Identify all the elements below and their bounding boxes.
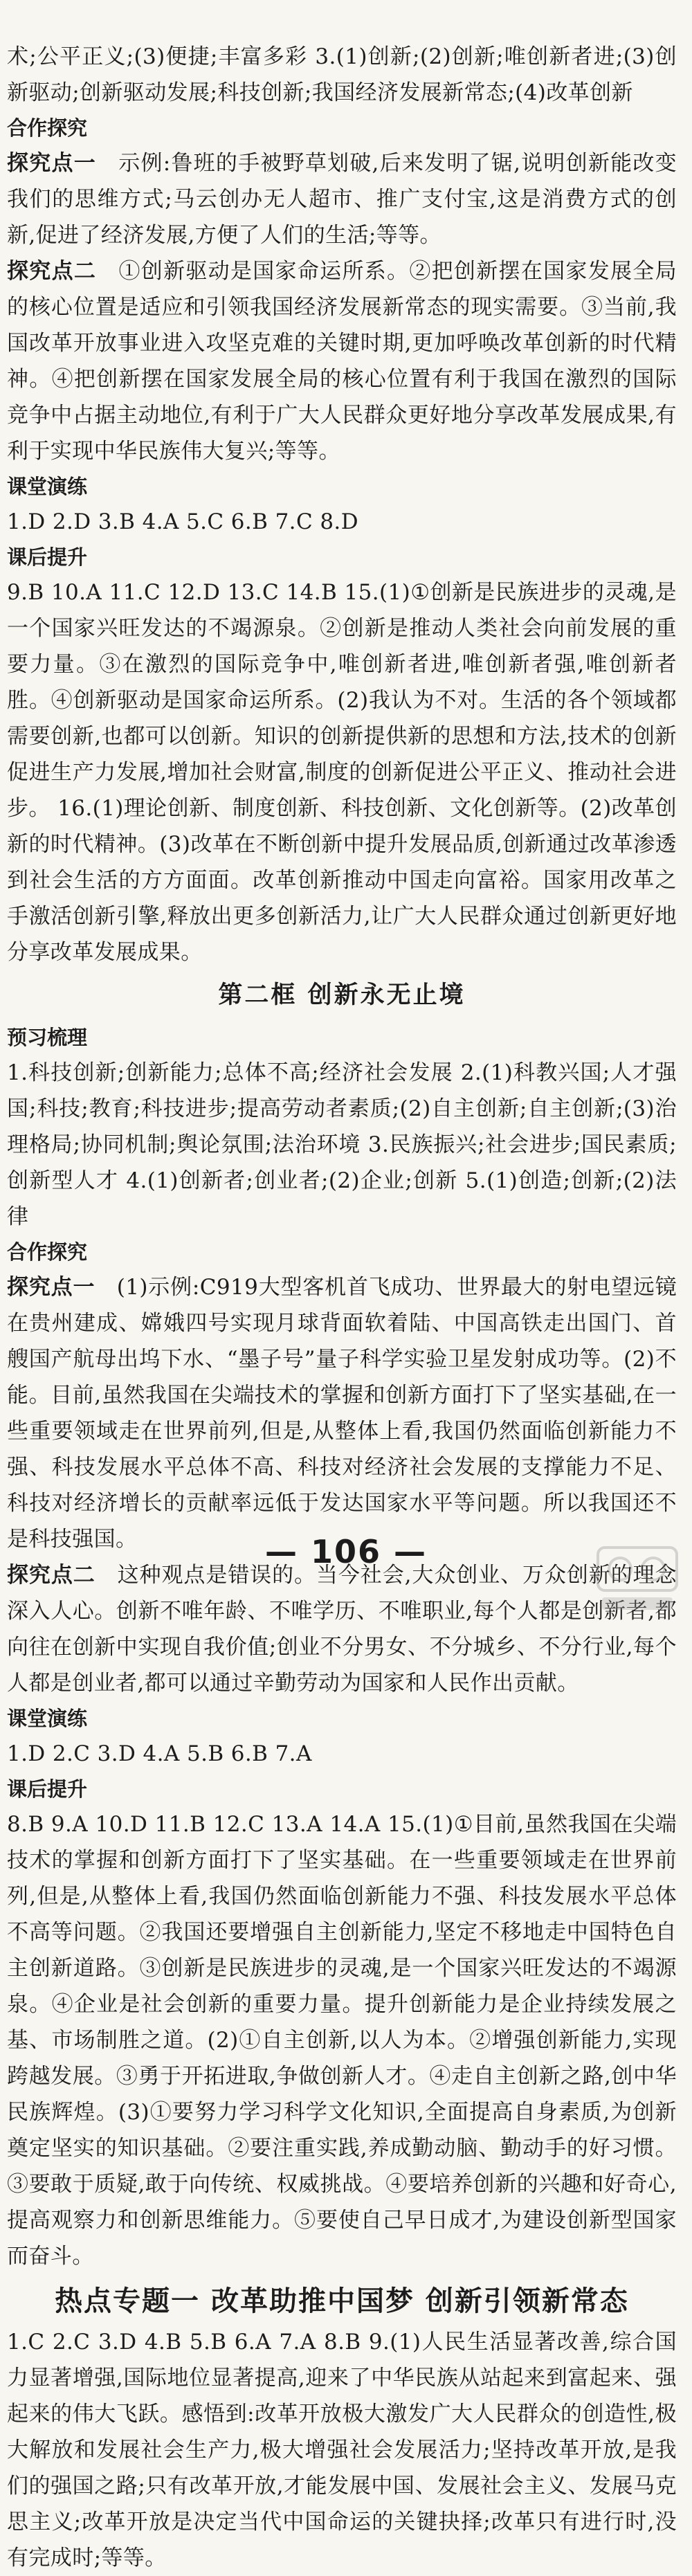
answer-text: 8.B 9.A 10.D 11.B 12.C 13.A 14.A 15.(1)①目前,虽然我国在尖端技术的掌握和创新方面打下了坚实基础。在一些重要领域走在世界前列,但是,从整体上看,我国仍然面临创新能力不强、科技发展水平总体不高等问题。②我国还要增强自主创新能力,坚定不移地走中国特色自主创新道路。③创新是民族进步的灵魂,是一个国家兴旺发达的不竭源泉。④企业是社会创新的重要力量。提升创新能力是企业持续发展之基、市场制胜之道。(2)①自主创新,以人为本。②增强创新能力,实现跨越发展。③勇于开拓进取,争做创新人才。④走自主创新之路,创中华民族辉煌。(3)①要努力学习科学文化知识,全面提高自身素质,为创新奠定坚实的知识基础。②要注重实践,养成勤动脑、勤动手的好习惯。③要敢于质疑,敢于向传统、权威挑战。④要培养创新的兴趣和好奇心,提高观察力和创新思维能力。⑤要使自己早日成才,为建设创新型国家而奋斗。 xyxy=(7,1812,677,2269)
topic-title: 热点专题一 改革助推中国梦 创新引领新常态 xyxy=(55,2285,629,2317)
page-number: — 106 — xyxy=(264,1533,428,1570)
point-label: 探究点一 xyxy=(7,1275,95,1300)
site-logo-stamp-icon xyxy=(592,1541,682,1617)
exploration-point xyxy=(7,145,677,253)
section-heading: 合作探究 xyxy=(7,1240,88,1264)
point-text: ①创新驱动是国家命运所系。②把创新摆在国家发展全局的核心位置是适应和引领我国经济发展新常态的现实需要。③当前,我国改革开放事业进入攻坚克难的关键时期,更加呼唤改革创新的时代精神。④把创新摆在国家发展全局的核心位置有利于我国在激烈的国际竞争中占据主动地位,有利于广大人民群众更好地分享改革发展成果,有利于实现中华民族伟大复兴;等等。 xyxy=(7,259,677,464)
exploration-point xyxy=(7,1557,677,1701)
point-label: 探究点一 xyxy=(7,151,96,176)
lesson-title: 第二框 创新永无止境 xyxy=(218,981,466,1009)
answer-text: 术;公平正义;(3)便捷;丰富多彩 3.(1)创新;(2)创新;唯创新者进;(3)创新驱动;创新驱动发展;科技创新;我国经济发展新常态;(4)改革创新 xyxy=(7,44,677,105)
point-label: 探究点二 xyxy=(7,1563,95,1588)
answer-text: 1.科技创新;创新能力;总体不高;经济社会发展 2.(1)科教兴国;人才强国;科技;教育;科技进步;提高劳动者素质;(2)自主创新;自主创新;(3)治理格局;协同机制;舆论氛围;法治环境 3.民族振兴;社会进步;国民素质;创新型人才 4.(1)创新者;创业者;(2)企业;创新 5.(1)创造;创新;(2)法律 xyxy=(7,1060,677,1229)
section-heading: 课堂演练 xyxy=(7,1707,88,1730)
point-label: 探究点二 xyxy=(7,259,97,284)
answer-text: 1.C 2.C 3.D 4.B 5.B 6.A 7.A 8.B 9.(1)人民生活显著改善,综合国力显著增强,国际地位显著提高,迎来了中华民族从站起来到富起来、强起来的伟大飞跃。感悟到:改革开放极大激发广大人民群众的创造性,极大解放和发展社会生产力,极大增强社会发展活力;坚持改革开放,是我们的强国之路;只有改革开放,才能发展中国、发展社会主义、发展马克思主义;改革开放是决定当代中国命运的关键抉择;改革只有进行时,没有完成时;等等。 xyxy=(7,2330,677,2570)
section-heading: 课堂演练 xyxy=(7,475,88,498)
point-text: 这种观点是错误的。当今社会,大众创业、万众创新的理念深入人心。创新不唯年龄、不唯学历、不唯职业,每个人都是创新者,都向往在创新中实现自我价值;创业不分男女、不分城乡、不分行业,每个人都是创业者,都可以通过辛勤劳动为国家和人民作出贡献。 xyxy=(7,1563,677,1696)
point-text: 示例:鲁班的手被野草划破,后来发明了锯,说明创新能改变我们的思维方式;马云创办无人超市、推广支付宝,这是消费方式的创新,促进了经济发展,方便了人们的生活;等等。 xyxy=(7,151,677,248)
answer-text: 9.B 10.A 11.C 12.D 13.C 14.B 15.(1)①创新是民族进步的灵魂,是一个国家兴旺发达的不竭源泉。②创新是推动人类社会向前发展的重要力量。③在激烈的国际竞争中,唯创新者进,唯创新者强,唯创新者胜。④创新驱动是国家命运所系。(2)我认为不对。生活的各个领域都需要创新,也都可以创新。知识的创新提供新的思想和方法,技术的创新促进生产力发展,增加社会财富,制度的创新促进公平正义、推动社会进步。 16.(1)理论创新、制度创新、科技创新、文化创新等。(2)改革创新的时代精神。(3)改革在不断创新中提升发展品质,创新通过改革渗透到社会生活的方方面面。改革创新推动中国走向富裕。国家用改革之手激活创新引擎,释放出更多创新活力,让广大人民群众通过创新更好地分享改革发展成果。 xyxy=(7,580,677,965)
point-text: (1)示例:C919大型客机首飞成功、世界最大的射电望远镜在贵州建成、嫦娥四号实现月球背面软着陆、中国高铁走出国门、首艘国产航母出坞下水、“墨子号”量子科学实验卫星发射成功等。(2)不能。目前,虽然我国在尖端技术的掌握和创新方面打下了坚实基础,在一些重要领域走在世界前列,但是,从整体上看,我国仍然面临创新能力不强、科技发展水平总体不高、科技对经济社会发展的支撑能力不足、科技对经济增长的贡献率远低于发达国家水平等问题。所以我国还不是科技强国。 xyxy=(7,1275,677,1552)
exploration-point xyxy=(7,253,677,469)
section-heading: 课后提升 xyxy=(7,1777,88,1801)
section-heading: 合作探究 xyxy=(7,116,88,140)
answer-text: 1.D 2.C 3.D 4.A 5.B 6.B 7.A xyxy=(7,1741,312,1766)
answer-text: 1.D 2.D 3.B 4.A 5.C 6.B 7.C 8.D xyxy=(7,509,358,534)
section-heading: 课后提升 xyxy=(7,545,88,569)
section-heading: 预习梳理 xyxy=(7,1026,88,1049)
exploration-point xyxy=(7,1269,677,1557)
